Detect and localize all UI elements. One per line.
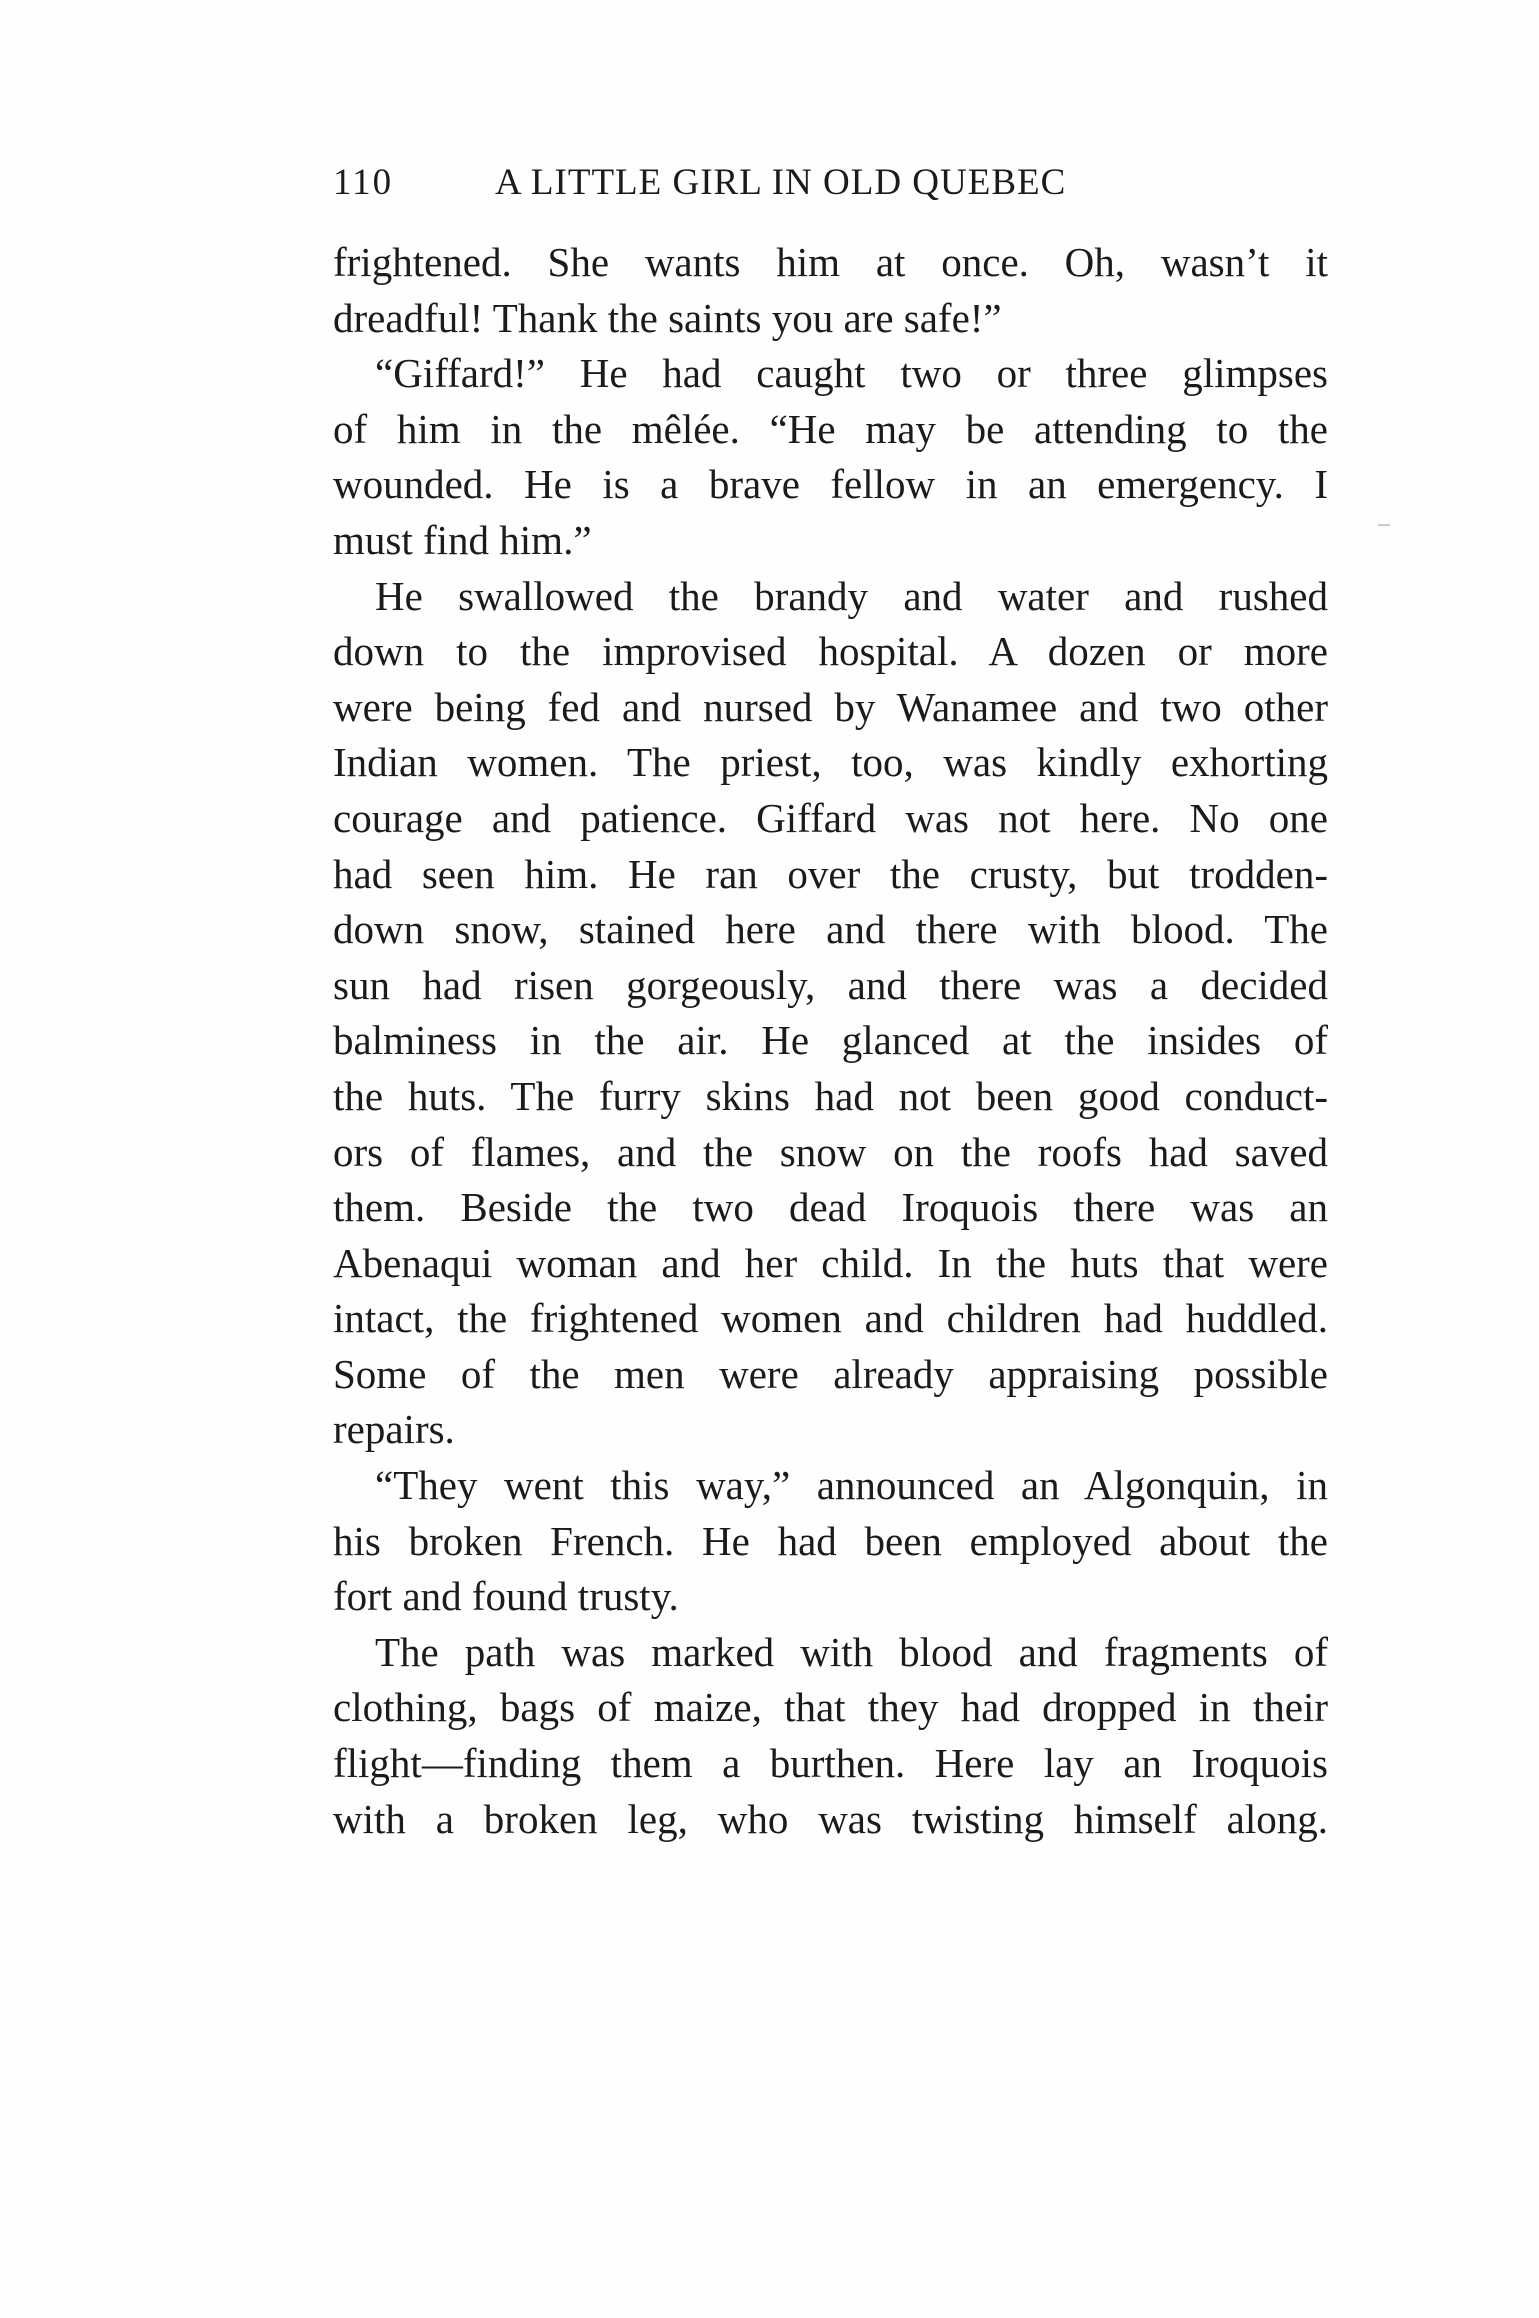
text-line: The path was marked with blood and fragments of (375, 1628, 1328, 1675)
text-line: balminess in the air. He glanced at the insides of (333, 1017, 1328, 1064)
text-line: of him in the mêlée. “He may be attending to the (333, 405, 1328, 452)
text-line: his broken French. He had been employed about the (333, 1517, 1328, 1564)
text-line: Abenaqui woman and her child. In the huts that were (333, 1239, 1328, 1286)
text-line: repairs. (333, 1406, 455, 1453)
text-line: Some of the men were already appraising possible (333, 1350, 1328, 1397)
page-number: 110 (333, 162, 394, 203)
text-line: dreadful! Thank the saints you are safe!” (333, 294, 1002, 341)
text-line: intact, the frightened women and children had huddled. (333, 1295, 1328, 1342)
text-line: were being fed and nursed by Wanamee and two other (333, 683, 1328, 730)
text-line: He swallowed the brandy and water and rushed (375, 572, 1328, 619)
text-line: sun had risen gorgeously, and there was a decided (333, 961, 1328, 1008)
text-line: frightened. She wants him at once. Oh, wasn’t it (333, 239, 1328, 285)
running-head (333, 157, 1328, 209)
text-line: courage and patience. Giffard was not here. No one (333, 794, 1328, 841)
text-line: “They went this way,” announced an Algonquin, in (375, 1462, 1328, 1509)
text-line: Indian women. The priest, too, was kindly exhorting (333, 739, 1328, 786)
text-line: wounded. He is a brave fellow in an emergency. I (333, 461, 1328, 508)
text-line: “Giffard!” He had caught two or three glimpses (375, 350, 1328, 397)
text-line: the huts. The furry skins had not been good conduct- (333, 1072, 1328, 1119)
text-line: with a broken leg, who was twisting himself along. (333, 1795, 1328, 1842)
text-line: ors of flames, and the snow on the roofs had saved (333, 1128, 1328, 1175)
margin-mark (1378, 524, 1390, 526)
body-text (333, 235, 1328, 1847)
text-line: down snow, stained here and there with blood. The (333, 906, 1328, 953)
text-line: must find him.” (333, 516, 592, 563)
text-line: them. Beside the two dead Iroquois there was an (333, 1184, 1328, 1231)
running-title: A LITTLE GIRL IN OLD QUEBEC (495, 162, 1067, 203)
text-line: down to the improvised hospital. A dozen or more (333, 628, 1328, 675)
text-line: fort and found trusty. (333, 1573, 679, 1620)
text-line: flight—finding them a burthen. Here lay an Iroquois (333, 1740, 1328, 1787)
text-line: clothing, bags of maize, that they had dropped in their (333, 1684, 1328, 1731)
text-line: had seen him. He ran over the crusty, but trodden- (333, 850, 1328, 897)
